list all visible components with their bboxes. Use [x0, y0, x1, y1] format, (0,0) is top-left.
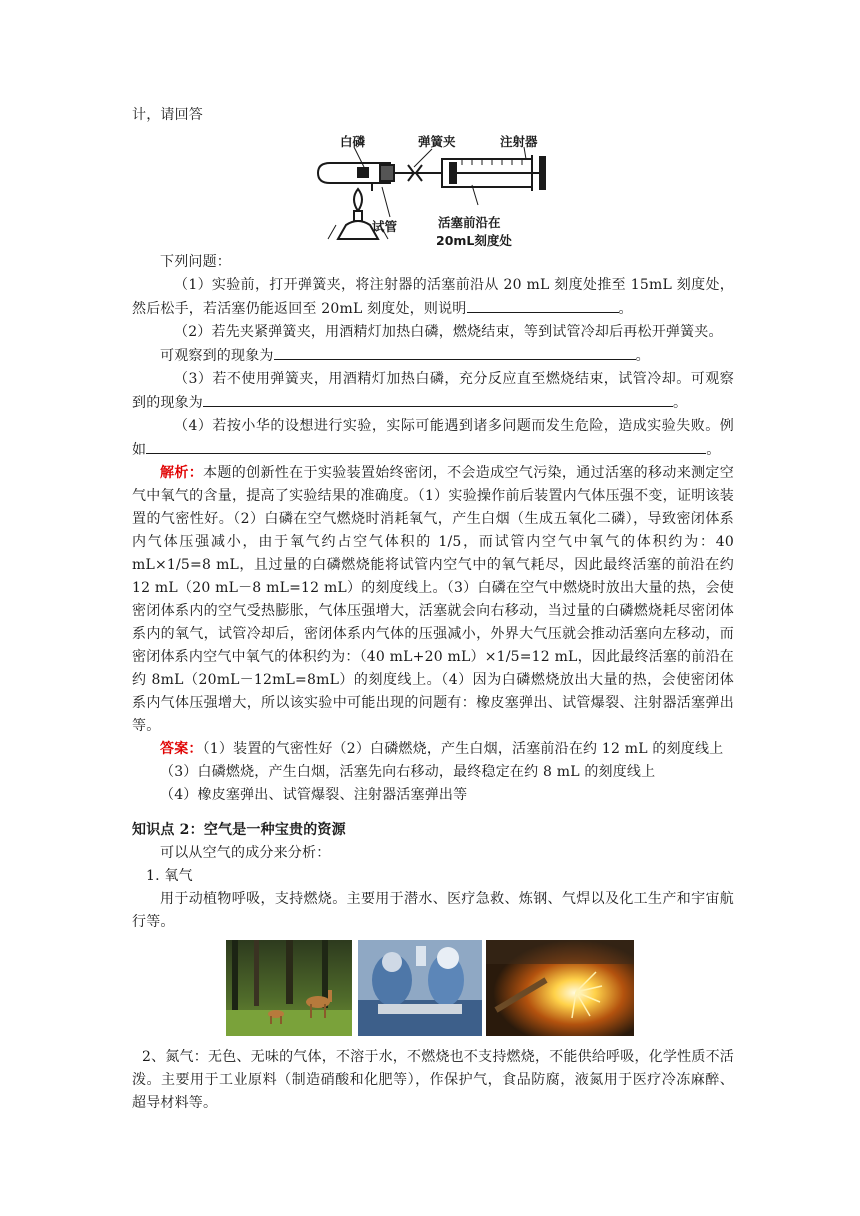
- intro-text: 计，请回答: [132, 107, 203, 123]
- question-3: （3）若不使用弹簧夹，用酒精灯加热白磷，充分反应直至燃烧结束，试管冷却。可观察到的现象为 。: [132, 371, 734, 411]
- nitrogen-text: 2、氮气：无色、无味的气体，不溶于水，不燃烧也不支持燃烧，不能供给呼吸，化学性质不活泼。主要用于工业原料（制造硝酸和化肥等），作保护气，食品防腐，液氮用于医疗冷冻麻醉、超导材料等。: [132, 1049, 734, 1111]
- section2-heading: 知识点 2：空气是一种宝贵的资源: [132, 822, 346, 838]
- oxygen-photos: [132, 940, 734, 1040]
- question-2-line1: （2）若先夹紧弹簧夹，用酒精灯加热白磷，燃烧结束，等到试管冷却后再松开弹簧夹。: [174, 324, 723, 340]
- photo-welding: [486, 940, 634, 1036]
- label-piston-line2: 20mL刻度处: [436, 233, 512, 248]
- question-4: （4）若按小华的设想进行实验，实际可能遇到诸多问题而发生危险，造成实验失败。例如 。: [132, 418, 734, 458]
- flame-shape: [354, 189, 362, 211]
- answer-4: （4）橡皮塞弹出、试管爆裂、注射器活塞弹出等: [160, 787, 468, 803]
- apparatus-figure: [132, 127, 734, 251]
- oxygen-title: 1. 氧气: [146, 868, 193, 884]
- document-page: [132, 104, 734, 1115]
- photo-surgery: [358, 940, 482, 1036]
- phosphorus-shape: [358, 168, 368, 177]
- label-test-tube: 试管: [372, 219, 398, 234]
- label-spring-clip: 弹簧夹: [418, 134, 456, 149]
- answer-3: （3）白磷燃烧，产生白烟，活塞先向右移动，最终稳定在约 8 mL 的刻度线上: [160, 764, 656, 780]
- oxygen-text: 用于动植物呼吸，支持燃烧。主要用于潜水、医疗急救、炼钢、气焊以及化工生产和宇宙航行等。: [132, 891, 734, 930]
- stopper-shape: [380, 165, 394, 181]
- lamp-wick: [354, 211, 362, 221]
- label-piston-line1: 活塞前沿在: [438, 215, 501, 230]
- piston-shape: [450, 163, 456, 183]
- photo-deer: [226, 940, 352, 1036]
- analysis-label: 解析：: [160, 465, 204, 481]
- question-1: （1）实验前，打开弹簧夹，将注射器的活塞前沿从 20 mL 刻度处推至 15mL 刻度处，然后松手，若活塞仍能返回至 20mL 刻度处，则说明 。: [132, 277, 734, 317]
- section2-intro: 可以从空气的成分来分析：: [160, 845, 331, 861]
- plunger-handle: [540, 157, 545, 189]
- answer-1: 答案：（1）装置的气密性好（2）白磷燃烧，产生白烟，活塞前沿在约 12 mL 的刻度线上: [160, 741, 724, 757]
- label-white-phosphorus: 白磷: [340, 134, 366, 149]
- question-2-line2: 可观察到的现象为 。: [132, 344, 734, 368]
- analysis-paragraph: [132, 462, 734, 738]
- analysis-text: 本题的创新性在于实验装置始终密闭，不会造成空气污染，通过活塞的移动来测定空气中氧气的含量，提高了实验结果的准确度。（1）实验操作前后装置内气体压强不变，证明该装置的气密性好。（2）白磷在空气燃烧时消耗氧气，产生白烟（生成五氧化二磷），导致密闭体系内气体压强减小，由于氧气约占空气体积的 1/5，而试管内空气中氧气的体积约为：40 mL×1/5=8 mL，且过量的白磷燃烧能将试管内空气中的氧气耗尽，因此最终活塞的前沿在约 12 mL（20 mL－8 mL=12 mL）的刻度线上。（3）白磷在空气中燃烧时放出大量的热，会使密闭体系内的空气受热膨胀，气体压强增大，活塞就会向右移动，当过量的白磷燃烧耗尽密闭体系内的氧气，试管冷却后，密闭体系内气体的压强减小，外界大气压就会推动活塞向左移动，而密闭体系内空气中氧气的体积约为：（40 mL+20 mL）×1/5=12 mL，因此最终活塞的前沿在约 8mL（20mL－12mL=8mL）的刻度线上。（4）因为白磷燃烧放出大量的热，会使密闭体系内气体压强增大，所以该实验中可能出现的问题有：橡皮塞弹出、试管爆裂、注射器活塞弹出等。: [132, 465, 734, 734]
- questions-intro: 下列问题：: [160, 254, 231, 270]
- label-syringe: 注射器: [500, 134, 538, 149]
- answer-label: 答案：: [160, 741, 203, 757]
